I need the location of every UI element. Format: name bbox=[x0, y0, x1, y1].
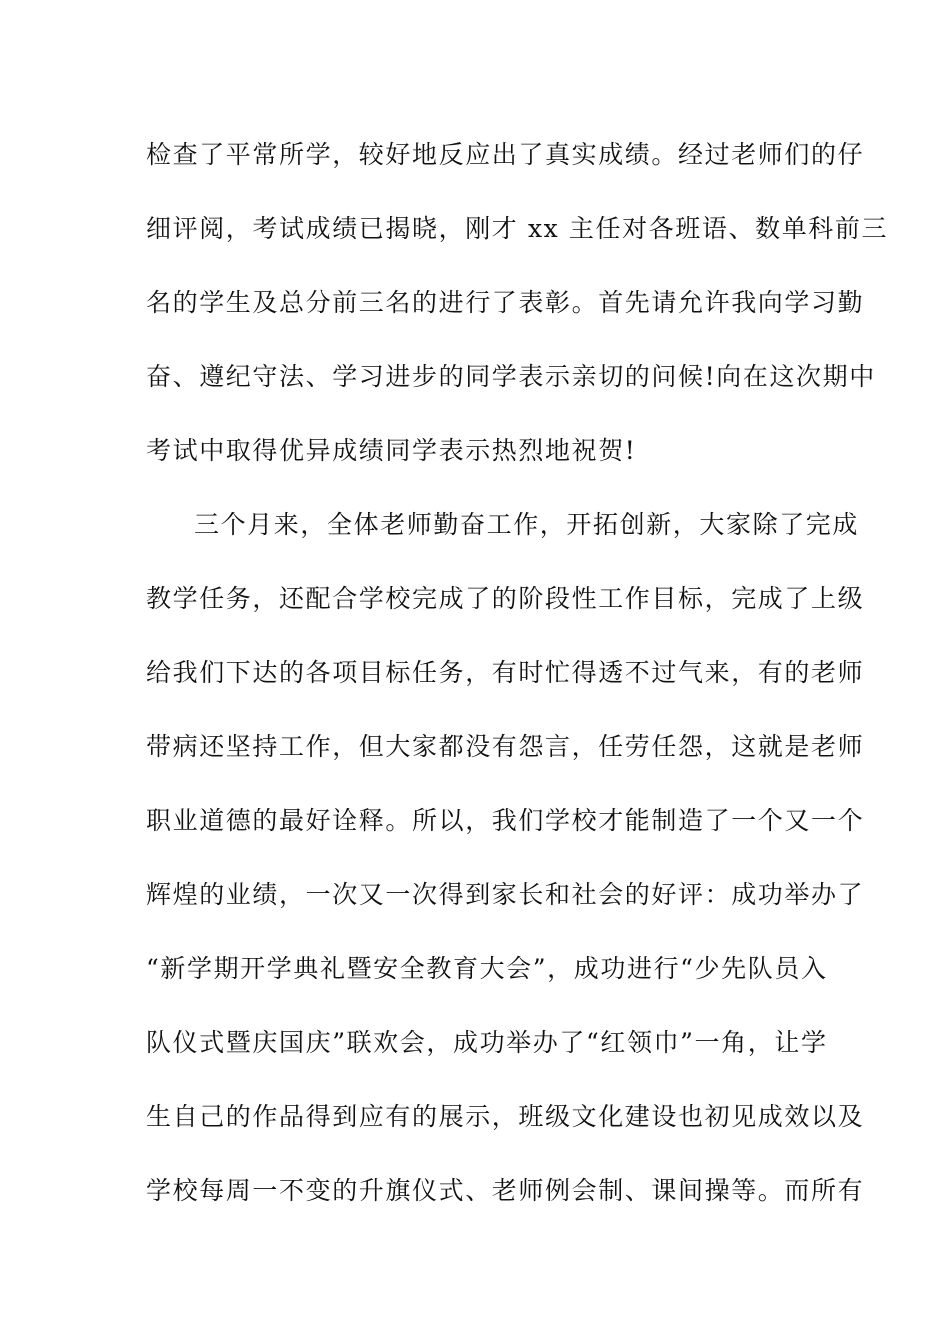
text-line: 生自己的作品得到应有的展示，班级文化建设也初见成效以及 bbox=[146, 1102, 865, 1131]
text-line: 检查了平常所学，较好地反应出了真实成绩。经过老师们的仔 bbox=[146, 140, 865, 169]
body-text bbox=[146, 130, 889, 1240]
text-line: 给我们下达的各项目标任务，有时忙得透不过气来，有的老师 bbox=[146, 658, 865, 687]
text-line: 学校每周一不变的升旗仪式、老师例会制、课间操等。而所有 bbox=[146, 1176, 865, 1205]
text-line: 名的学生及总分前三名的进行了表彰。首先请允许我向学习勤 bbox=[146, 288, 865, 317]
text-line: 奋、遵纪守法、学习进步的同学表示亲切的问候!向在这次期中 bbox=[146, 362, 876, 391]
text-line: 辉煌的业绩，一次又一次得到家长和社会的好评：成功举办了 bbox=[146, 880, 865, 909]
text-line: 教学任务，还配合学校完成了的阶段性工作目标，完成了上级 bbox=[146, 584, 865, 613]
text-line: 队仪式暨庆国庆”联欢会，成功举办了“红领巾”一角，让学 bbox=[146, 1028, 828, 1057]
paragraph-start-line: 三个月来，全体老师勤奋工作，开拓创新，大家除了完成 bbox=[194, 510, 860, 539]
text-line: 职业道德的最好诠释。所以，我们学校才能制造了一个又一个 bbox=[146, 806, 865, 835]
text-line: 细评阅，考试成绩已揭晓，刚才 xx 主任对各班语、数单科前三 bbox=[146, 214, 889, 243]
text-line: 带病还坚持工作，但大家都没有怨言，任劳任怨，这就是老师 bbox=[146, 732, 865, 761]
text-line: 考试中取得优异成绩同学表示热烈地祝贺! bbox=[146, 436, 637, 465]
text-line: “新学期开学典礼暨安全教育大会”，成功进行“少先队员入 bbox=[146, 954, 828, 983]
